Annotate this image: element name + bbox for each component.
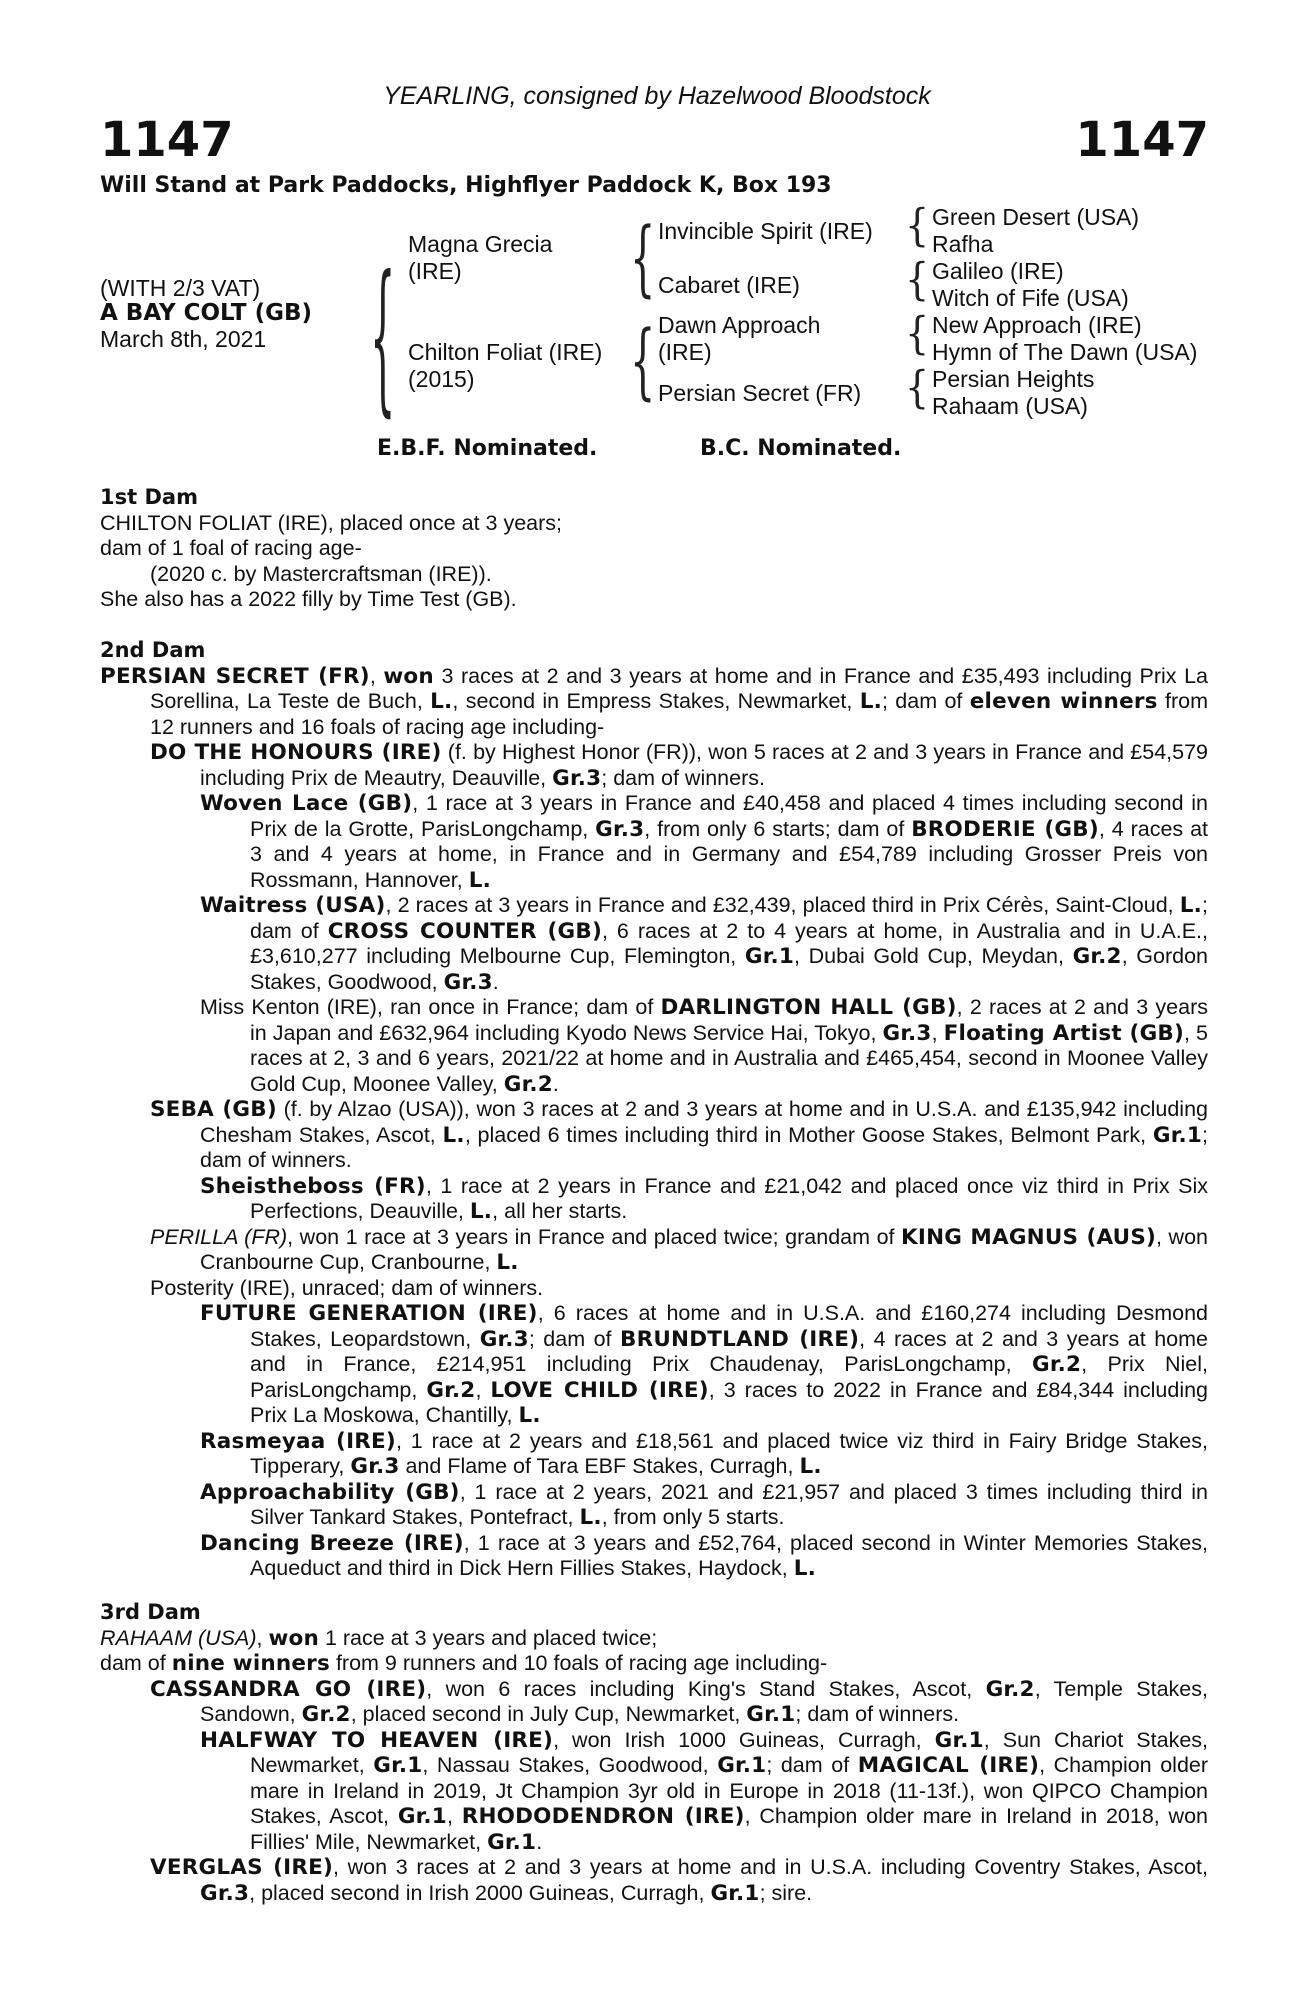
text-run: , won Irish 1000 Guineas, Curragh, [553, 1727, 935, 1752]
text-run: , won 6 races including King's Stand Stakes, Ascot, [426, 1676, 986, 1701]
bold-run: Gr.1 [746, 1702, 796, 1727]
dam3-paragraph [100, 1855, 1208, 1906]
bold-run: Dancing Breeze (IRE) [200, 1530, 464, 1556]
dam-name: Chilton Foliat (IRE) (2015) [408, 339, 603, 392]
third-dam-paragraphs [100, 1626, 1208, 1907]
pedigree-brace-ss: { [905, 200, 930, 251]
text-run: . [552, 1071, 559, 1096]
pedigree-brace-ds: { [905, 308, 930, 359]
bold-run: L. [859, 689, 882, 714]
text-run: (f. by Highest Honor (FR)), won 5 races at 2 and 3 years in France and £54,579 including Prix de Meautry, Deauville, [200, 740, 1209, 790]
text-run: from 12 runners and 16 foals of racing age including- [150, 689, 1208, 739]
text-run: . [536, 1829, 543, 1854]
italic-run: RAHAAM (USA) [100, 1625, 257, 1650]
sire-dam: Cabaret (IRE) [658, 272, 800, 298]
dam-dam: Persian Secret (FR) [658, 380, 862, 406]
text-run: , 3 races to 2022 in France and £84,344 including Prix La Moskowa, Chantilly, [250, 1377, 1209, 1427]
bold-run: Gr.1 [744, 944, 795, 969]
second-dam-heading: 2nd Dam [100, 638, 206, 662]
bold-run: L. [442, 1122, 465, 1148]
second-dam-section [100, 638, 1208, 1582]
dam2-paragraph [100, 1480, 1208, 1531]
bold-run: L. [468, 867, 491, 893]
text-run: ; dam of [528, 1326, 620, 1351]
pedigree-dds: Persian Heights [932, 366, 1095, 392]
bold-run: DO THE HONOURS (IRE) [150, 740, 442, 765]
bold-run: Rasmeyaa (IRE) [200, 1428, 396, 1454]
pedigree-sdd: Witch of Fife (USA) [932, 285, 1129, 311]
second-dam-paragraphs [100, 664, 1208, 1582]
first-dam-line: CHILTON FOLIAT (IRE), placed once at 3 years; [100, 510, 563, 535]
bold-run: won [383, 663, 434, 689]
bold-run: Gr.3 [595, 816, 645, 842]
bold-run: VERGLAS (IRE) [150, 1855, 334, 1880]
text-run: , 6 races at 2 to 4 years at home, in Australia and in U.A.E., £3,610,277 including Melbourne Cup, Flemington, [250, 918, 1208, 968]
dam2-paragraph [100, 791, 1208, 893]
bold-run: Gr.1 [397, 1804, 447, 1829]
bold-run: KING MAGNUS (AUS) [901, 1224, 1157, 1250]
bold-run: Floating Artist (GB) [943, 1020, 1185, 1046]
text-run: , Prix Niel, ParisLongchamp, [250, 1352, 1208, 1402]
bold-run: Gr.2 [1072, 944, 1122, 969]
bold-run: Approachability (GB) [200, 1479, 460, 1505]
pedigree-ssd: Rafha [932, 231, 994, 257]
first-dam-line: dam of 1 foal of racing age- [100, 536, 362, 560]
pedigree-sds: Galileo (IRE) [932, 258, 1064, 284]
first-dam-line: (2020 c. by Mastercraftsman (IRE)). [150, 561, 492, 586]
text-run: ; dam of [766, 1753, 858, 1777]
italic-run: PERILLA (FR) [150, 1224, 288, 1249]
bold-run: Sheistheboss (FR) [200, 1173, 426, 1199]
text-run: , 5 races at 2, 3 and 6 years, 2021/22 at home and in Australia and £465,454, second in Moonee Valley Gold Cup, Moonee Valley, [250, 1020, 1208, 1096]
text-run: , placed second in Irish 2000 Guineas, Curragh, [249, 1880, 711, 1905]
bold-run: Gr.3 [443, 969, 493, 995]
bold-run: Gr.3 [882, 1020, 932, 1046]
bold-run: Gr.1 [487, 1829, 537, 1855]
pedigree-ddd: Rahaam (USA) [932, 393, 1088, 419]
pedigree-dss: New Approach (IRE) [932, 312, 1142, 338]
first-dam-section [100, 485, 1208, 613]
text-run: and Flame of Tara EBF Stakes, Curragh, [399, 1454, 800, 1478]
dam2-paragraph [100, 995, 1208, 1097]
ebf-nominated: E.B.F. Nominated. [377, 436, 598, 461]
bold-run: Gr.2 [426, 1377, 476, 1403]
text-run: , 2 races at 2 and 3 years in Japan and £632,964 including Kyodo News Service Hai, Tokyo, [250, 995, 1208, 1045]
text-run: ; dam of winners. [795, 1702, 960, 1726]
bold-run: DARLINGTON HALL (GB) [660, 995, 957, 1020]
text-run: dam of [100, 1651, 172, 1675]
stand-location: Will Stand at Park Paddocks, Highflyer Paddock K, Box 193 [100, 173, 832, 198]
text-run: , Champion older mare in Ireland in 2018, won Fillies' Mile, Newmarket, [250, 1804, 1208, 1854]
third-dam-section [100, 1600, 1208, 1906]
text-run: , Nassau Stakes, Goodwood, [422, 1753, 718, 1777]
text-run: . [492, 969, 499, 994]
dam2-paragraph [100, 1174, 1208, 1225]
pedigree-brace-dd: { [905, 362, 930, 413]
text-run: ; dam of winners. [601, 765, 765, 790]
bold-run: PERSIAN SECRET (FR) [100, 663, 370, 689]
lot-number-left: 1147 [100, 112, 234, 168]
bold-run: L. [496, 1250, 519, 1275]
consignment-line: YEARLING, consigned by Hazelwood Bloodstock [383, 82, 931, 110]
text-run: , 1 race at 2 years, 2021 and £21,957 and placed 3 times including third in Silver Tankard Stakes, Pontefract, [250, 1479, 1208, 1529]
text-run: Posterity (IRE), unraced; dam of winners. [150, 1275, 544, 1300]
third-dam-heading: 3rd Dam [100, 1600, 201, 1624]
bold-run: BRODERIE (GB) [911, 816, 1099, 842]
text-run: ; dam of [250, 893, 1208, 943]
bold-run: Gr.2 [985, 1676, 1035, 1702]
dam-sire: Dawn Approach (IRE) [658, 312, 821, 365]
text-run: , [369, 663, 384, 688]
text-run: from 9 runners and 10 foals of racing age including- [329, 1651, 828, 1675]
bold-run: HALFWAY TO HEAVEN (IRE) [200, 1727, 554, 1753]
bold-run: L. [469, 1199, 493, 1224]
first-dam-line: She also has a 2022 filly by Time Test (GB). [100, 587, 517, 611]
bold-run: Gr.1 [934, 1727, 984, 1753]
dam2-paragraph [100, 1301, 1208, 1429]
dam3-paragraph [100, 1651, 1208, 1677]
pedigree-brace-main: { [370, 245, 396, 434]
text-run: , Temple Stakes, Sandown, [200, 1676, 1208, 1726]
text-run: , 4 races at 3 and 4 years at home, in France and in Germany and £54,789 including Grosser Preis von Rossmann, Hannover, [250, 816, 1208, 892]
dam2-paragraph [100, 740, 1208, 791]
text-run: , second in Empress Stakes, Newmarket, [452, 689, 860, 713]
bold-run: won [268, 1625, 319, 1651]
bold-run: Gr.3 [200, 1880, 250, 1906]
text-run: , from only 5 starts. [601, 1505, 785, 1529]
pedigree-brace-sire: { [630, 212, 656, 307]
bold-run: FUTURE GENERATION (IRE) [200, 1301, 538, 1326]
bold-run: BRUNDTLAND (IRE) [620, 1326, 860, 1352]
bold-run: L. [799, 1454, 822, 1479]
horse-dob: March 8th, 2021 [100, 326, 267, 352]
bold-run: Gr.1 [710, 1880, 760, 1906]
bold-run: L. [793, 1556, 816, 1581]
text-run: ; dam of winners. [200, 1122, 1208, 1172]
text-run: , Dubai Gold Cup, Meydan, [794, 944, 1073, 968]
text-run: , [931, 1020, 944, 1045]
sire-name: Magna Grecia (IRE) [408, 231, 553, 284]
horse-name: A BAY COLT (GB) [100, 300, 313, 326]
text-run: , from only 6 starts; dam of [644, 816, 912, 841]
bold-run: Gr.1 [373, 1753, 423, 1778]
sire-sire: Invincible Spirit (IRE) [658, 218, 873, 244]
text-run: , Champion older mare in Ireland in 2019, Jt Champion 3yr old in Europe in 2018 (11-13f.), won QIPCO Champion Stakes, Ascot, [250, 1753, 1209, 1828]
text-run: , Gordon Stakes, Goodwood, [250, 944, 1208, 994]
text-run: , [446, 1804, 462, 1828]
bold-run: Gr.2 [301, 1702, 351, 1727]
text-run: ; sire. [759, 1880, 813, 1905]
dam2-paragraph [100, 1225, 1208, 1276]
text-run: , placed second in July Cup, Newmarket, [350, 1702, 747, 1726]
dam2-paragraph [100, 1097, 1208, 1174]
pedigree-brace-sd: { [905, 254, 930, 305]
bold-run: nine winners [171, 1651, 330, 1676]
dam2-paragraph [100, 1276, 1208, 1302]
text-run: , [256, 1625, 269, 1650]
text-run: Miss Kenton (IRE), ran once in France; dam of [200, 995, 661, 1019]
dam3-paragraph [100, 1728, 1208, 1856]
bold-run: Gr.3 [479, 1326, 529, 1352]
bold-run: LOVE CHILD (IRE) [490, 1377, 709, 1403]
bold-run: Gr.2 [1032, 1352, 1082, 1377]
text-run: , 6 races at home and in U.S.A. and £160,274 including Desmond Stakes, Leopardstown, [250, 1301, 1209, 1351]
bold-run: L. [518, 1403, 541, 1428]
text-run: , won 1 race at 3 years in France and placed twice; grandam of [287, 1224, 902, 1249]
text-run: 3 races at 2 and 3 years at home and in France and £35,493 including Prix La Sorellina, La Teste de Buch, [150, 663, 1209, 713]
dam2-paragraph [100, 1429, 1208, 1480]
bold-run: Gr.2 [503, 1071, 553, 1097]
pedigree-sss: Green Desert (USA) [932, 204, 1140, 230]
text-run: , placed 6 times including third in Mother Goose Stakes, Belmont Park, [464, 1122, 1153, 1147]
dam2-paragraph [100, 664, 1208, 741]
text-run: , 4 races at 2 and 3 years at home and in France, £214,951 including Prix Chaudenay, ParisLongchamp, [250, 1326, 1208, 1376]
text-run: , 1 race at 3 years in France and £40,458 and placed 4 times including second in Prix de la Grotte, ParisLongchamp, [250, 791, 1208, 841]
bold-run: L. [579, 1505, 602, 1530]
bold-run: SEBA (GB) [150, 1097, 277, 1122]
lot-number-right: 1147 [1075, 112, 1209, 168]
text-run: (f. by Alzao (USA)), won 3 races at 2 and 3 years at home and in U.S.A. and £135,942 including Chesham Stakes, Ascot, [200, 1097, 1208, 1147]
bold-run: Gr.3 [552, 765, 602, 791]
bold-run: Gr.1 [717, 1753, 767, 1778]
text-run: , [475, 1377, 491, 1402]
text-run: 1 race at 3 years and placed twice; [318, 1625, 658, 1650]
bold-run: Waitress (USA) [200, 893, 386, 918]
text-run: , all her starts. [492, 1199, 628, 1223]
bold-run: Woven Lace (GB) [200, 791, 413, 816]
bold-run: Gr.1 [1152, 1122, 1203, 1148]
text-run: , Sun Chariot Stakes, Newmarket, [250, 1727, 1208, 1777]
bold-run: L. [430, 689, 453, 714]
dam3-paragraph [100, 1626, 1208, 1652]
bold-run: eleven winners [969, 689, 1158, 714]
dam3-paragraph [100, 1677, 1208, 1728]
bold-run: CASSANDRA GO (IRE) [150, 1676, 427, 1702]
bold-run: RHODODENDRON (IRE) [461, 1804, 745, 1829]
first-dam-heading: 1st Dam [100, 485, 198, 509]
text-run: , 1 race at 3 years and £52,764, placed second in Winter Memories Stakes, Aqueduct and third in Dick Hern Fillies Stakes, Haydock, [250, 1530, 1208, 1580]
text-run: , won Cranbourne Cup, Cranbourne, [200, 1224, 1209, 1274]
bc-nominated: B.C. Nominated. [700, 436, 902, 461]
dam2-paragraph [100, 893, 1208, 995]
pedigree-brace-dam: { [630, 315, 656, 410]
bold-run: L. [1179, 893, 1203, 918]
text-run: , 1 race at 2 years in France and £21,042 and placed once viz third in Prix Six Perfections, Deauville, [250, 1173, 1208, 1223]
text-run: ; dam of [881, 689, 970, 713]
bold-run: Gr.3 [350, 1454, 400, 1479]
bold-run: MAGICAL (IRE) [857, 1753, 1040, 1778]
text-run: , 1 race at 2 years and £18,561 and placed twice viz third in Fairy Bridge Stakes, Tipperary, [250, 1428, 1208, 1478]
bold-run: CROSS COUNTER (GB) [327, 918, 602, 944]
pedigree-dsd: Hymn of The Dawn (USA) [932, 339, 1198, 365]
text-run: , won 3 races at 2 and 3 years at home and in U.S.A. including Coventry Stakes, Ascot, [333, 1855, 1208, 1879]
dam2-paragraph [100, 1531, 1208, 1582]
text-run: , 2 races at 3 years in France and £32,439, placed third in Prix Cérès, Saint-Cloud, [385, 893, 1180, 917]
vat-note: (WITH 2/3 VAT) [100, 275, 261, 301]
